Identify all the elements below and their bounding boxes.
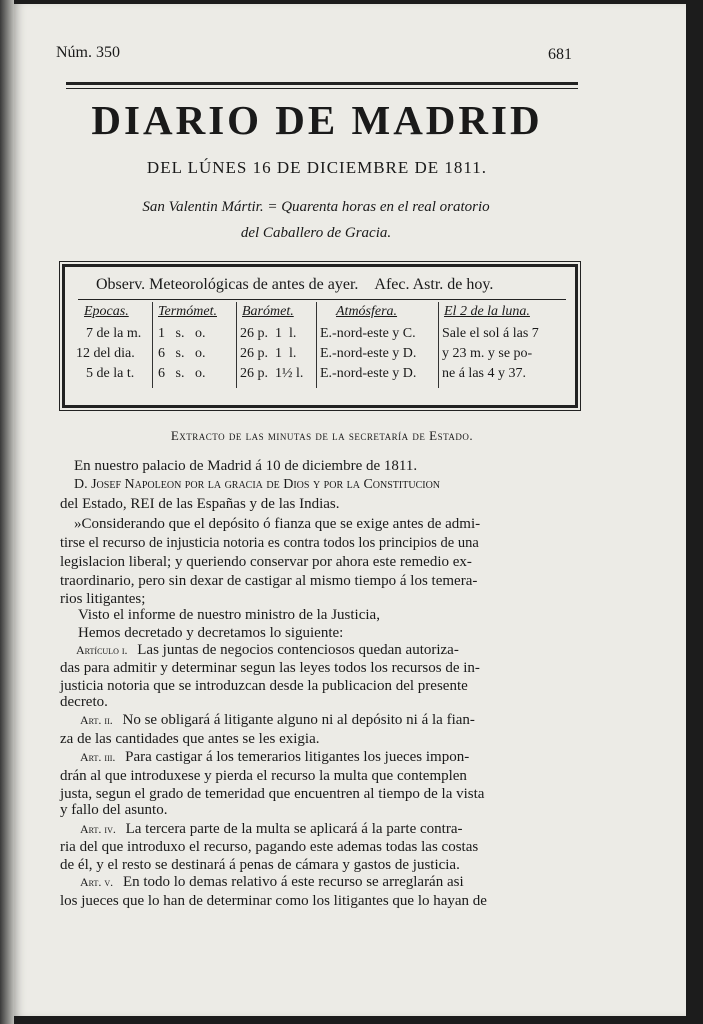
luna-cell: Sale el sol á las 7 (442, 326, 539, 341)
decree-line: »Considerando que el depósito ó fianza que se exige antes de admi- (74, 516, 481, 532)
table-column-rule (316, 302, 317, 388)
decree-line: Artículo i. Las juntas de negocios contenciosos quedan autoriza- (76, 642, 459, 658)
issue-number: Núm. 350 (56, 44, 120, 61)
decree-line: Art. iv. La tercera parte de la multa se aplicará á la parte contra- (80, 821, 463, 837)
decree-line: legislacion liberal; y queriendo conservar por ahora este remedio ex- (60, 554, 472, 570)
decree-line: rios litigantes; (60, 591, 146, 607)
termometro-cell: 6 s. o. (158, 366, 206, 381)
luna-cell: y 23 m. y se po- (442, 346, 533, 361)
decree-line: justa, segun el grado de temeridad que encuentren al tiempo de la vista (60, 786, 485, 802)
decree-line: Hemos decretado y decretamos lo siguiente: (78, 625, 344, 641)
decree-line: ria del que introduxo el recurso, pagando este ademas todas las costas (60, 839, 479, 855)
atmosfera-cell: E.-nord-este y D. (320, 366, 417, 381)
section-title: Extracto de las minutas de la secretaría de Estado. (170, 428, 474, 443)
weather-table-heading (96, 276, 568, 294)
weather-heading-left: Observ. Meteorológicas de antes de ayer. (96, 276, 359, 293)
issue-date: DEL LÚNES 16 DE DICIEMBRE DE 1811. (146, 158, 488, 177)
decree-line: tirse el recurso de injusticia notoria es contra todos los principios de una (60, 535, 479, 551)
article-label: Artículo i. (76, 643, 128, 657)
table-column-rule (236, 302, 237, 388)
epoca-cell: 5 de la t. (86, 366, 135, 381)
epoca-cell: 7 de la m. (86, 326, 142, 341)
decree-line: de él, y el resto se destinará á penas de cámara y gastos de justicia. (60, 857, 460, 873)
decree-line: del Estado, REI de las Españas y de las Indias. (60, 496, 340, 512)
decree-line: En nuestro palacio de Madrid á 10 de diciembre de 1811. (74, 458, 418, 474)
article-label: Art. ii. (80, 713, 113, 727)
weather-heading-right: Afec. Astr. de hoy. (374, 276, 494, 293)
decree-line: Art. ii. No se obligará á litigante alguno ni al depósito ni á la fian- (80, 712, 475, 728)
decree-line: y fallo del asunto. (60, 802, 168, 818)
decree-line: Art. iii. Para castigar á los temerarios litigantes los jueces impon- (80, 749, 470, 765)
barometro-cell: 26 p. 1½ l. (240, 366, 304, 381)
decree-line: los jueces que lo han de determinar como los litigantes que lo hayan de (60, 893, 487, 909)
termometro-cell: 1 s. o. (158, 326, 206, 341)
saints-line-1: San Valentin Mártir. = Quarenta horas en el real oratorio (142, 199, 490, 215)
article-label: Art. iii. (80, 750, 116, 764)
table-column-rule (438, 302, 439, 388)
col-header-luna: El 2 de la luna. (444, 304, 530, 319)
masthead-rule-thin (66, 88, 578, 89)
saints-of-day (60, 194, 572, 246)
decree-line: Visto el informe de nuestro ministro de la Justicia, (78, 607, 380, 623)
left-page-edge (0, 0, 14, 1024)
article-label: Art. v. (80, 875, 114, 889)
article-label: Art. iv. (80, 822, 116, 836)
masthead-rule-thick (66, 82, 578, 85)
decree-line: D. Josef Napoleon por la gracia de Dios y por la Constitucion (74, 477, 441, 492)
col-header-epocas: Epocas. (84, 304, 129, 319)
decree-line: justicia notoria que se introduzcan desde la publicacion del presente (60, 678, 468, 694)
saints-line-2: del Caballero de Gracia. (240, 225, 392, 241)
atmosfera-cell: E.-nord-este y D. (320, 346, 417, 361)
col-header-barometro: Barómet. (242, 304, 294, 319)
luna-cell: ne á las 4 y 37. (442, 366, 526, 381)
newspaper-title: DIARIO DE MADRID (91, 97, 543, 143)
decree-line: za de las cantidades que antes se les exigia. (60, 731, 320, 747)
decree-line: decreto. (60, 694, 108, 710)
termometro-cell: 6 s. o. (158, 346, 206, 361)
atmosfera-cell: E.-nord-este y C. (320, 326, 416, 341)
decree-line: traordinario, pero sin dexar de castigar al mismo tiempo á los temera- (60, 573, 478, 589)
col-header-atmosfera: Atmósfera. (336, 304, 398, 319)
col-header-termometro: Termómet. (158, 304, 217, 319)
epoca-cell: 12 del dia. (76, 346, 135, 361)
weather-table-divider (78, 299, 566, 300)
decree-line: Art. v. En todo lo demas relativo á este recurso se arreglarán asi (80, 874, 464, 890)
decree-line: das para admitir y determinar segun las leyes todos los recursos de in- (60, 660, 480, 676)
decree-line: drán al que introduxese y pierda el recurso la multa que contemplen (60, 768, 467, 784)
table-column-rule (152, 302, 153, 388)
barometro-cell: 26 p. 1 l. (240, 326, 297, 341)
barometro-cell: 26 p. 1 l. (240, 346, 297, 361)
page-number: 681 (548, 46, 572, 63)
